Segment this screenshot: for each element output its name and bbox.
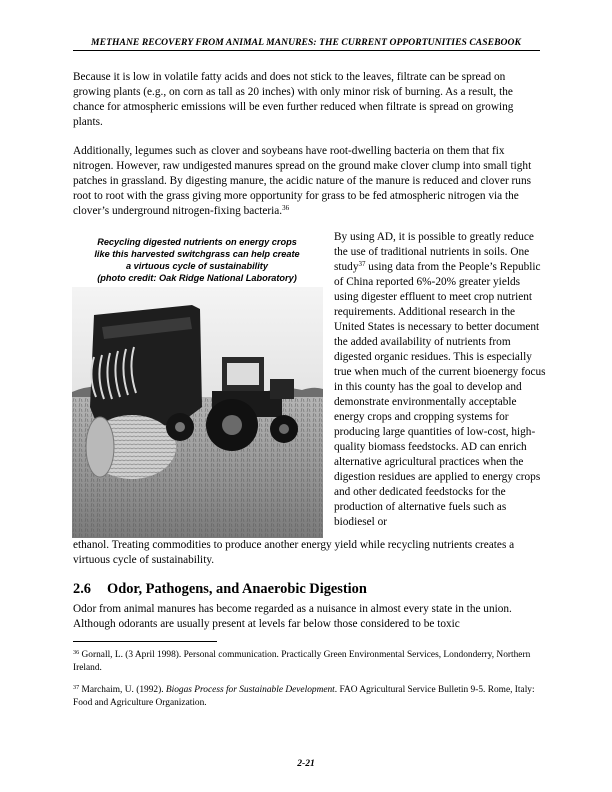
footnote-text: Marchaim, U. (1992). xyxy=(79,685,166,695)
section-heading xyxy=(73,581,367,598)
paragraph-legumes-text: Additionally, legumes such as clover and soybeans have root-dwelling bacteria on them that fix nitrogen. However, raw undigested manures spread on the ground make clover clump into small tight patches in grassland. By digesting manure, the acidic nature of the manure is reduced and clover runs root to root with the grass giving more opportunity for grass to be fed atmospheric nitrogen via the clover’s underground nitrogen-fixing bacteria. xyxy=(73,145,532,217)
paragraph-ad-text-after: using data from the People’s Republic of China reported 6%-20% greater yields using digester effluent to meet crop nutrient requirements. Additional research in the United States is necessary to better document the added availability of nutrients from digested organic residues. This is especially true when much of the current bioenergy focus in this county has the goal to develop and demonstrate environmentally acceptable energy crops and cropping systems for producing large quantities of low-cost, high-quality biomass feedstocks. AD can enrich alternative agricultural practices when the digestion residues are applied to energy crops and other dedicated feedstocks for the production of alternative fuels such as biodiesel or xyxy=(334,261,546,528)
section-number: 2.6 xyxy=(73,581,91,597)
figure-caption-line: (photo credit: Oak Ridge National Laboratory) xyxy=(97,273,297,283)
footnote-36 xyxy=(73,649,543,675)
footnote-ref-37[interactable]: 37 xyxy=(358,260,366,268)
section-title: Odor, Pathogens, and Anaerobic Digestion xyxy=(107,581,367,597)
page-number: 2-21 xyxy=(297,758,315,769)
paragraph-filtrate: Because it is low in volatile fatty acids and does not stick to the leaves, filtrate can be spread on growing plants (e.g., on corn as tall as 20 inches) with only minor risk of burning. As a result, the chance for atmospheric emissions will be even further reduced when filtrate is spread on growing plants. xyxy=(73,71,514,128)
footnote-book-title: Biogas Process for Sustainable Development xyxy=(165,685,335,695)
switchgrass-baling-photo xyxy=(72,287,323,538)
footnote-37 xyxy=(73,684,543,710)
paragraph-legumes xyxy=(73,144,543,219)
figure-caption-line: like this harvested switchgrass can help create xyxy=(94,249,300,259)
figure-caption-line: Recycling digested nutrients on energy crops xyxy=(97,237,297,247)
footnote-number: 36 xyxy=(73,649,80,656)
running-header: METHANE RECOVERY FROM ANIMAL MANURES: THE CURRENT OPPORTUNITIES CASEBOOK xyxy=(91,37,521,48)
paragraph-odor: Odor from animal manures has become regarded as a nuisance in almost every state in the union. Although odorants are usually present at levels far below those considered to be toxic xyxy=(73,603,512,630)
figure-caption xyxy=(84,236,310,284)
footnote-text: . FAO Agricultural Service Bulletin 9-5. Rome, Italy: Food and Agriculture Organization. xyxy=(73,685,535,708)
footnote-text: Gornall, L. (3 April 1998). Personal communication. Practically Green Environmental Services, Londonderry, Northern Ireland. xyxy=(73,650,531,673)
footnote-ref-36[interactable]: 36 xyxy=(282,204,290,212)
footnote-rule xyxy=(73,641,217,642)
figure-caption-line: a virtuous cycle of sustainability xyxy=(126,261,268,271)
header-rule xyxy=(73,50,540,51)
paragraph-ad-nutrients xyxy=(334,230,546,530)
tractor-baler-illustration xyxy=(72,287,323,538)
paragraph-ad-text-before: By using AD, it is possible to greatly reduce the use of traditional nutrients in soils. One study xyxy=(334,231,534,273)
footnote-number: 37 xyxy=(73,684,80,691)
paragraph-ad-continuation: ethanol. Treating commodities to produce another energy yield while recycling nutrients creates a virtuous cycle of sustainability. xyxy=(73,539,515,566)
